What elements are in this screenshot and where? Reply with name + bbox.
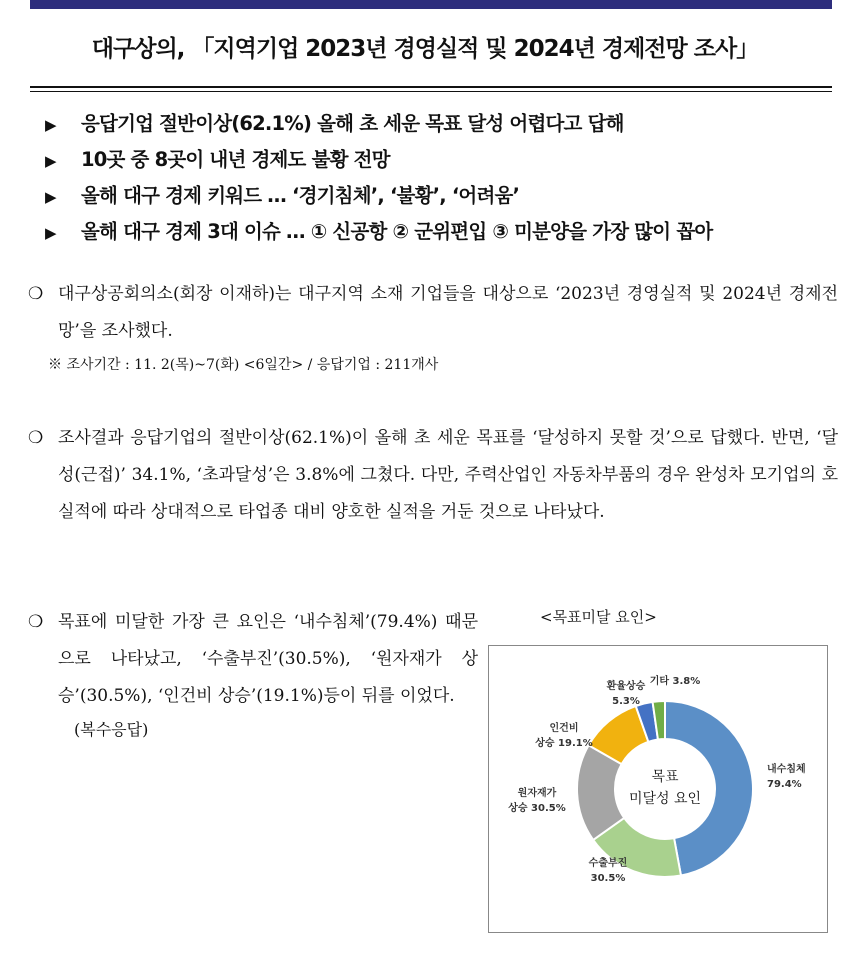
- highlight-item: ▶ 올해 대구 경제 3대 이슈 … ① 신공항 ② 군위편입 ③ 미분양을 가장 많이 꼽아: [45, 214, 845, 250]
- donut-chart: [489, 646, 827, 932]
- slice-data-label: 환율상승 5.3%: [606, 681, 646, 707]
- document-title: 대구상의, 「지역기업 2023년 경영실적 및 2024년 경제전망 조사」: [91, 36, 759, 62]
- circle-bullet-icon: ❍: [28, 612, 44, 632]
- chart-frame: [488, 645, 828, 933]
- highlight-item: ▶ 10곳 중 8곳이 내년 경제도 불황 전망: [45, 142, 845, 178]
- slice-data-label: 기타 3.8%: [649, 676, 701, 687]
- paragraph-results: [28, 420, 838, 531]
- donut-center-label: 목표: [651, 769, 679, 785]
- arrow-icon: ▶: [45, 224, 56, 242]
- chart-caption: <목표미달 요인>: [540, 608, 657, 626]
- paragraph-factors: [28, 604, 478, 745]
- top-color-bar: [30, 0, 832, 9]
- donut-slice: [665, 701, 753, 876]
- title-rule-thick: [30, 86, 832, 88]
- slice-data-label: 수출부진 30.5%: [588, 858, 628, 884]
- circle-bullet-icon: ❍: [28, 428, 44, 448]
- paragraph-survey-intro: [28, 276, 838, 380]
- highlight-item: ▶ 올해 대구 경제 키워드 … ‘경기침체’, ‘불황’, ‘어려움’: [45, 178, 845, 214]
- highlight-list: [45, 106, 845, 250]
- paragraph-text: 대구상공회의소(회장 이재하)는 대구지역 소재 기업들을 대상으로 ‘2023년 경영실적 및 2024년 경제전망’을 조사했다.: [58, 284, 838, 341]
- survey-period-note: ※ 조사기간 : 11. 2(목)~7(화) <6일간> / 응답기업 : 211개사: [48, 357, 439, 373]
- donut-center-label: 미달성 요인: [628, 791, 702, 807]
- slice-data-label: 원자재가 상승 30.5%: [508, 788, 566, 814]
- circle-bullet-icon: ❍: [28, 284, 44, 304]
- arrow-icon: ▶: [45, 152, 56, 170]
- paragraph-text: 조사결과 응답기업의 절반이상(62.1%)이 올해 초 세운 목표를 ‘달성하지 못할 것’으로 답했다. 반면, ‘달성(근접)’ 34.1%, ‘초과달성’은 3.8%에 그쳤다. 다만, 주력산업인 자동차부품의 경우 완성차 모기업의 호실적에 따라 상대적으로 타업종 대비 양호한 실적을 거둔 것으로 나타났다.: [58, 428, 838, 522]
- arrow-icon: ▶: [45, 116, 56, 134]
- title-rule-thin: [30, 91, 832, 92]
- multiple-response-note: (복수응답): [74, 720, 149, 739]
- slice-data-label: 인건비 상승 19.1%: [535, 723, 593, 749]
- arrow-icon: ▶: [45, 188, 56, 206]
- slice-data-label: 내수침체 79.4%: [767, 764, 806, 790]
- highlight-item: ▶ 응답기업 절반이상(62.1%) 올해 초 세운 목표 달성 어렵다고 답해: [45, 106, 845, 142]
- paragraph-text: 목표에 미달한 가장 큰 요인은 ‘내수침체’(79.4%) 때문으로 나타났고, ‘수출부진’(30.5%), ‘원자재가 상승’(30.5%), ‘인건비 상승’(19.1%)등이 뒤를 이었다.: [58, 612, 478, 706]
